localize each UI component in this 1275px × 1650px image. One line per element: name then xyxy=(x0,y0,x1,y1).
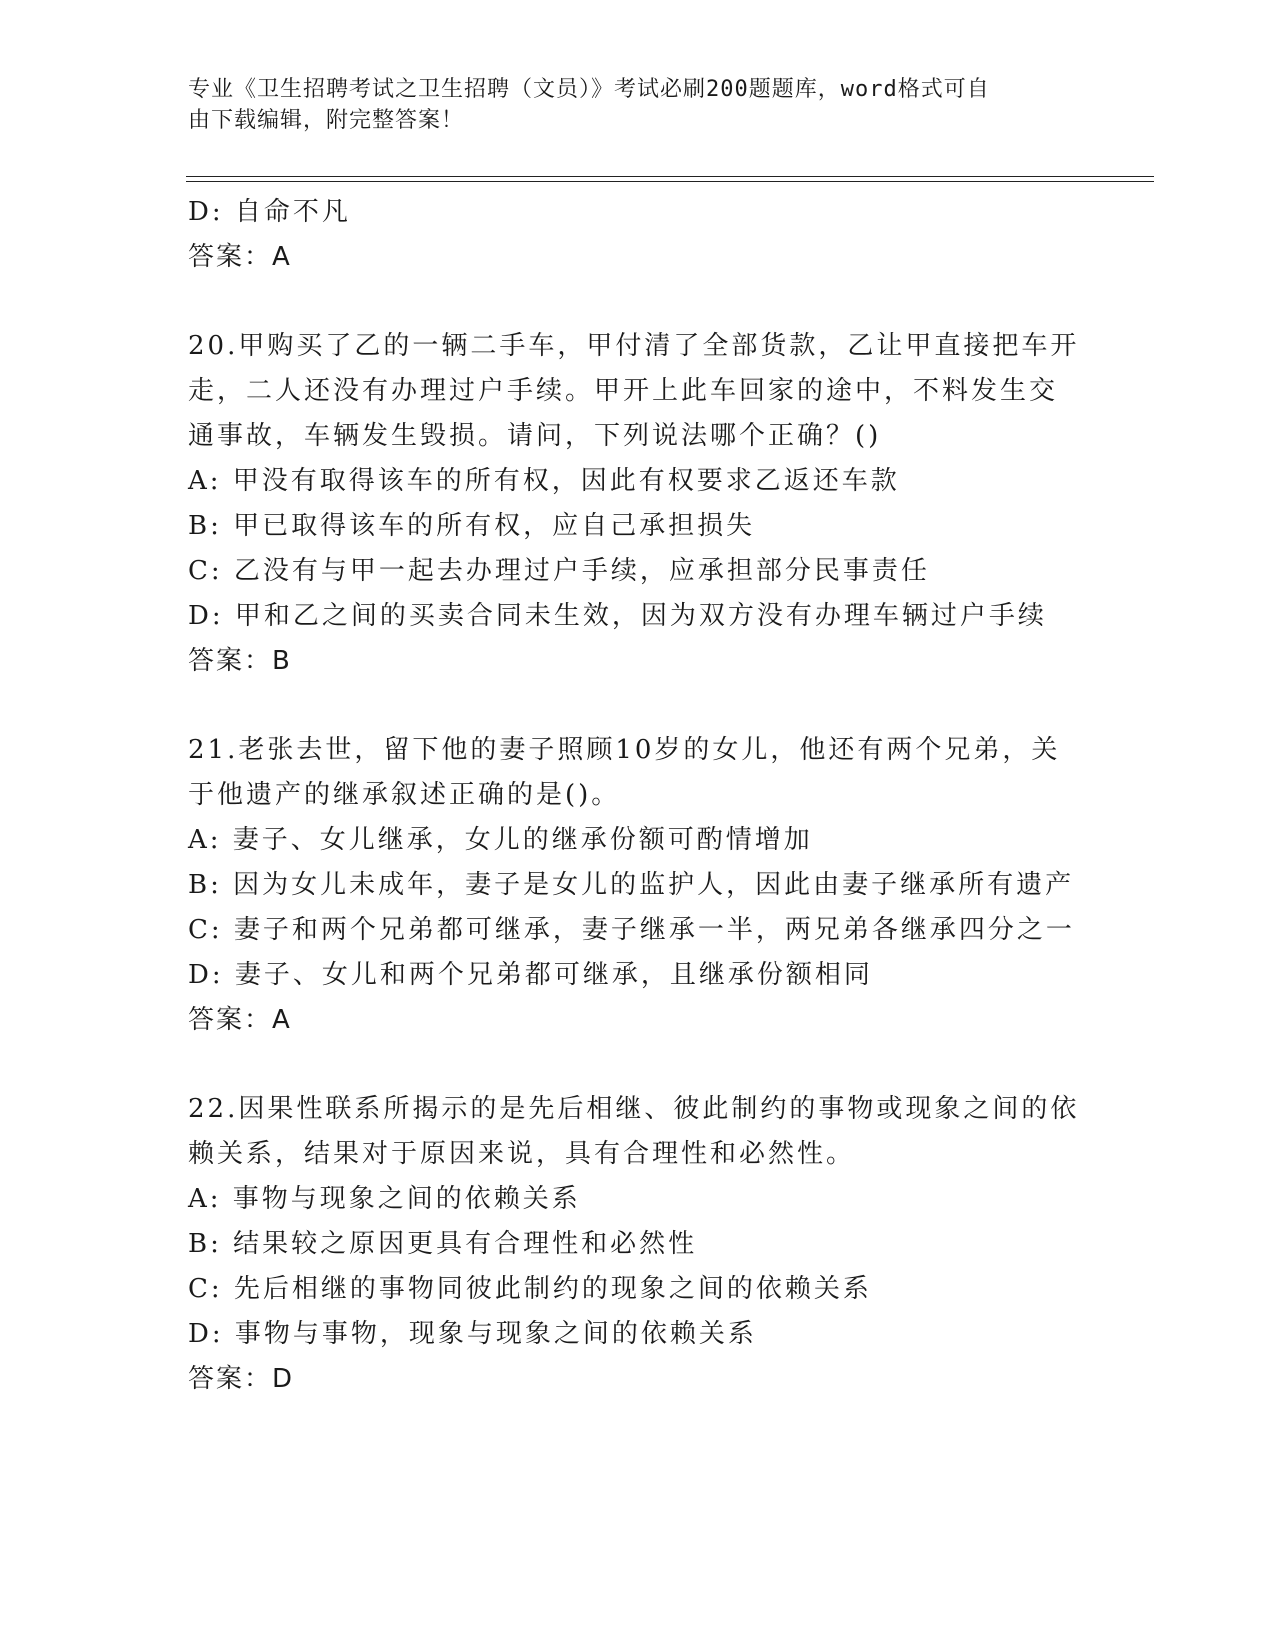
question-stem-line: 走，二人还没有办理过户手续。甲开上此车回家的途中，不料发生交 xyxy=(188,376,1059,406)
question-stem-line: 于他遗产的继承叙述正确的是()。 xyxy=(188,780,621,810)
question-stem-line: 通事故，车辆发生毁损。请问，下列说法哪个正确？() xyxy=(188,421,882,451)
previous-question-tail xyxy=(188,190,1088,280)
option-c: C: 乙没有与甲一起去办理过户手续，应承担部分民事责任 xyxy=(188,556,930,586)
header-divider-top xyxy=(186,176,1154,177)
option-a: A: 事物与现象之间的依赖关系 xyxy=(188,1184,581,1214)
option-a: A: 甲没有取得该车的所有权，因此有权要求乙返还车款 xyxy=(188,466,900,496)
option-d: D: 妻子、女儿和两个兄弟都可继承，且继承份额相同 xyxy=(188,960,873,990)
question-stem-line: 20.甲购买了乙的一辆二手车，甲付清了全部货款，乙让甲直接把车开 xyxy=(188,331,1080,361)
answer-line: 答案：A xyxy=(188,242,292,272)
option-b: B: 甲已取得该车的所有权，应自己承担损失 xyxy=(188,511,756,541)
option-b: B: 因为女儿未成年，妻子是女儿的监护人，因此由妻子继承所有遗产 xyxy=(188,870,1075,900)
question-body xyxy=(188,190,1088,1402)
option-c: C: 先后相继的事物同彼此制约的现象之间的依赖关系 xyxy=(188,1274,872,1304)
question-stem-line: 赖关系，结果对于原因来说，具有合理性和必然性。 xyxy=(188,1139,856,1169)
page-header xyxy=(188,74,1068,136)
option-c: C: 妻子和两个兄弟都可继承，妻子继承一半，两兄弟各继承四分之一 xyxy=(188,915,1075,945)
question-stem-line: 22.因果性联系所揭示的是先后相继、彼此制约的事物或现象之间的依 xyxy=(188,1094,1080,1124)
answer-line: 答案：A xyxy=(188,1005,292,1035)
option-d: D: 事物与事物，现象与现象之间的依赖关系 xyxy=(188,1319,757,1349)
header-divider-bottom xyxy=(186,181,1154,182)
option-a: A: 妻子、女儿继承，女儿的继承份额可酌情增加 xyxy=(188,825,813,855)
option-b: B: 结果较之原因更具有合理性和必然性 xyxy=(188,1229,698,1259)
question-21 xyxy=(188,728,1088,1043)
option-d: D: 自命不凡 xyxy=(188,197,351,227)
header-line-1: 专业《卫生招聘考试之卫生招聘（文员）》考试必刷200题题库，word格式可自 xyxy=(188,77,990,102)
question-stem-line: 21.老张去世，留下他的妻子照顾10岁的女儿，他还有两个兄弟，关 xyxy=(188,735,1061,765)
option-d: D: 甲和乙之间的买卖合同未生效，因为双方没有办理车辆过户手续 xyxy=(188,601,1047,631)
answer-line: 答案：B xyxy=(188,646,292,676)
question-22 xyxy=(188,1087,1088,1402)
question-20 xyxy=(188,324,1088,684)
header-line-2: 由下载编辑，附完整答案！ xyxy=(188,108,465,133)
answer-line: 答案：D xyxy=(188,1364,295,1394)
